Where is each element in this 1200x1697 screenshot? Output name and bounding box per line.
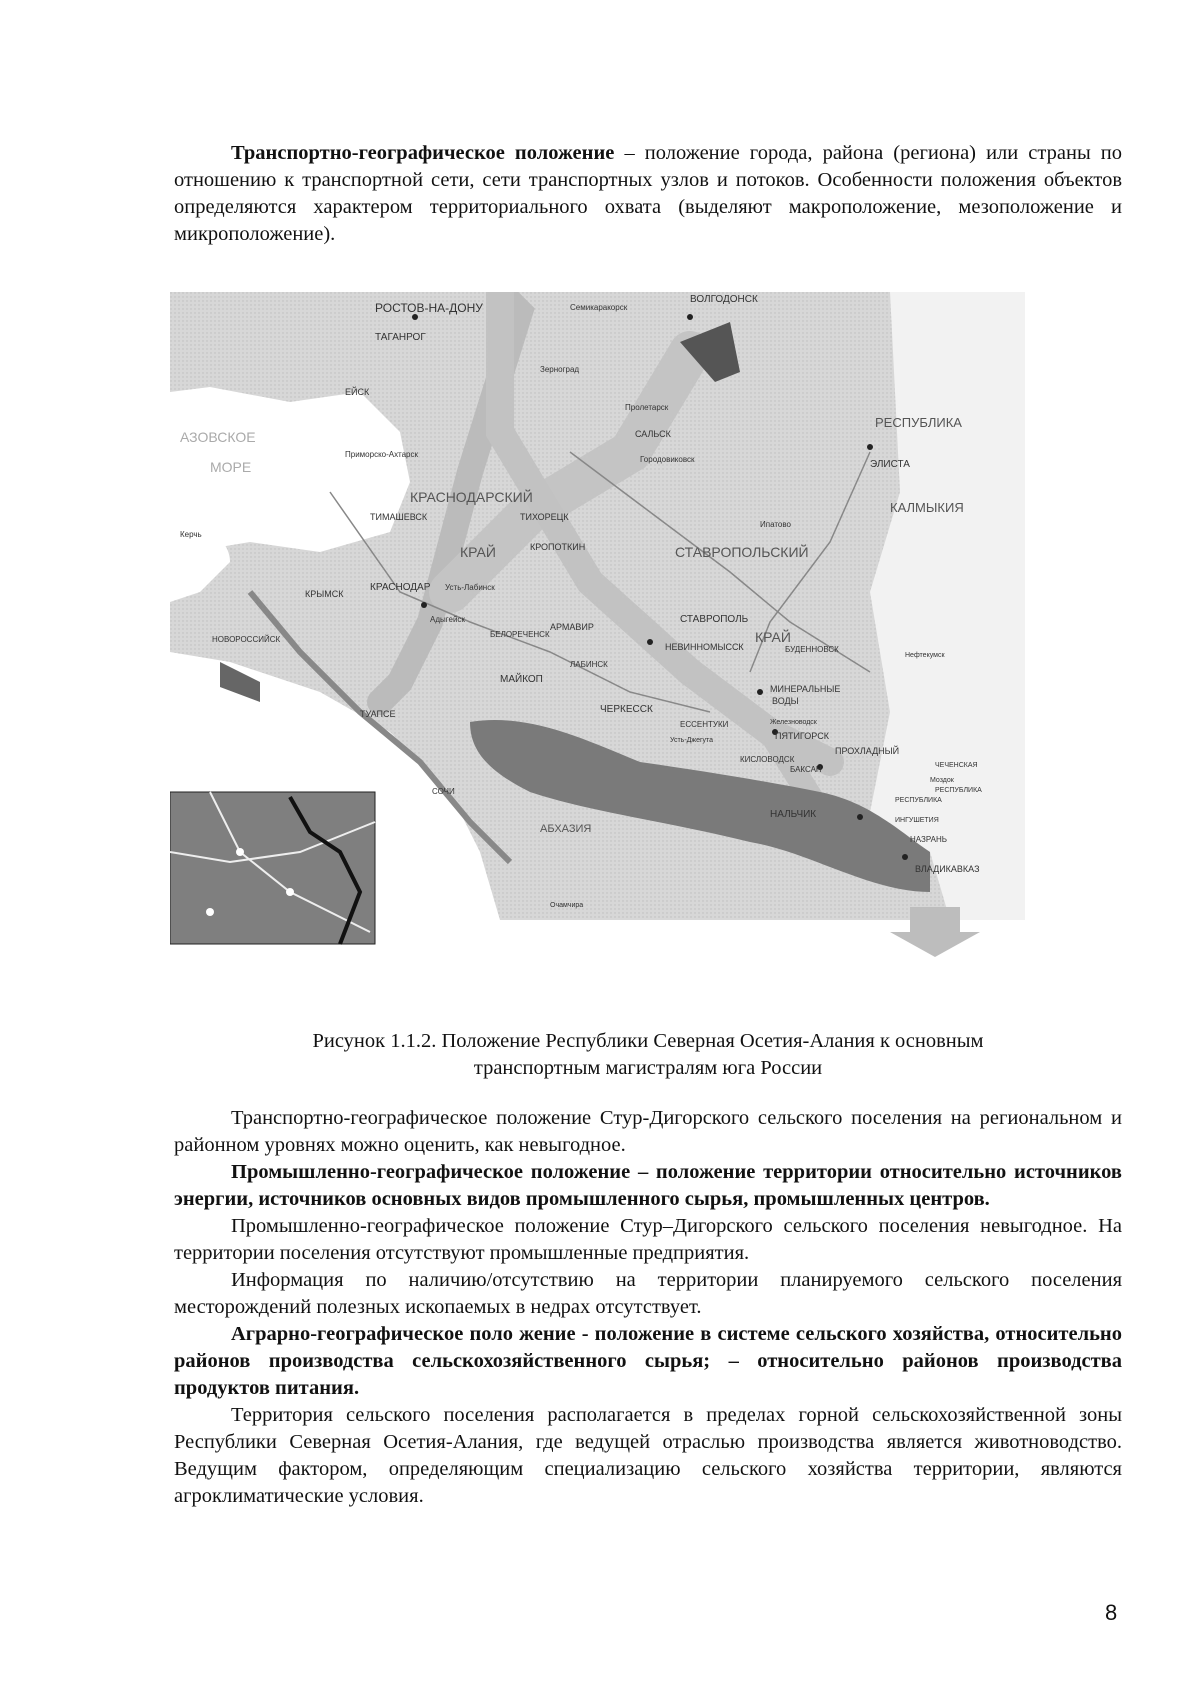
label-zernograd: Зерноград [540, 365, 580, 374]
label-vladikavkaz: ВЛАДИКАВКАЗ [915, 864, 980, 874]
label-kropotkin: КРОПОТКИН [530, 542, 586, 552]
inset-point-2 [286, 888, 294, 896]
inset-point-3 [206, 908, 214, 916]
paragraph-transport-assessment: Транспортно-географическое положение Стур-Дигорского сельского поселения на региональном и районном уровнях можно оценить, как невыгодное. [174, 1107, 1122, 1156]
label-maykop: МАЙКОП [500, 674, 543, 685]
label-belorechensk: БЕЛОРЕЧЕНСК [490, 630, 550, 639]
label-mozdok: Моздок [930, 777, 954, 784]
label-chechenskaya: ЧЕЧЕНСКАЯ [935, 762, 978, 769]
label-kalmykiya: КАЛМЫКИЯ [890, 500, 964, 515]
label-kray-1: КРАЙ [460, 544, 496, 560]
label-essentuki: ЕССЕНТУКИ [680, 720, 729, 729]
sea-azov [170, 387, 410, 552]
paragraph-industrial-definition: Промышленно-географическое положение – положение территории относительно источников энергии, источников основных видов промышленного сырья, промышленных центров. [174, 1161, 1122, 1210]
label-proletarsk: Пролетарск [625, 403, 669, 412]
label-abkhaziya: АБХАЗИЯ [540, 823, 592, 835]
label-tuapse: ТУАПСЕ [360, 709, 396, 719]
label-timashevsk: ТИМАШЕВСК [370, 512, 428, 522]
label-pyatigorsk: ПЯТИГОРСК [775, 731, 829, 741]
label-prokhladny: ПРОХЛАДНЫЙ [835, 746, 900, 756]
caption-line-2: транспортным магистралям юга России [473, 1057, 823, 1079]
label-ust-labinsk: Усть-Лабинск [445, 583, 495, 592]
inset-map [170, 792, 375, 944]
label-rostov: РОСТОВ-НА-ДОНУ [375, 301, 483, 315]
label-nalchik: НАЛЬЧИК [770, 809, 817, 820]
label-eysk: ЕЙСК [345, 387, 370, 397]
label-cherkessk: ЧЕРКЕССК [600, 704, 653, 715]
paragraph-transport-definition [174, 140, 1122, 248]
label-nevinnomyssk: НЕВИННОМЫССК [665, 642, 744, 652]
label-volgodonsk: ВОЛГОДОНСК [690, 294, 758, 305]
label-semikarakorsk: Семикаракорск [570, 303, 628, 312]
label-krasnodarskiy: КРАСНОДАРСКИЙ [410, 489, 533, 505]
label-zheleznovodsk: Железноводск [770, 719, 817, 726]
label-azovskoe: АЗОВСКОЕ [180, 429, 256, 445]
label-adygeysk: Адыгейск [430, 615, 465, 624]
label-salsk: САЛЬСК [635, 429, 671, 439]
figure-caption [174, 1028, 1122, 1082]
label-ipatovo: Ипатово [760, 520, 791, 529]
label-nazran: НАЗРАНЬ [910, 835, 948, 844]
caption-line-1: Рисунок 1.1.2. Положение Республики Северная Осетия-Алания к основным [312, 1030, 984, 1052]
label-taganrog: ТАГАНРОГ [375, 332, 426, 343]
label-ust-dzheguta: Усть-Джегута [670, 737, 714, 744]
label-stavropol: СТАВРОПОЛЬ [680, 614, 749, 625]
label-kerch: Керчь [180, 530, 202, 539]
label-armavir: АРМАВИР [550, 622, 594, 632]
label-mineralnye: МИНЕРАЛЬНЫЕ [770, 684, 841, 694]
region-map [170, 292, 1118, 1027]
label-neftekumsk: Нефтекумск [905, 652, 945, 659]
label-respublika-3: РЕСПУБЛИКА [895, 797, 942, 804]
paragraph-industrial-assessment: Промышленно-географическое положение Стур–Дигорского сельского поселения невыгодное. На территории поселения отсутствуют промышленные предприятия. [174, 1215, 1122, 1264]
paragraph-agrarian-definition: Аграрно-географическое поло жение - положение в системе сельского хозяйства, относительно районов производства сельскохозяйственного сырья; – относительно районов производства продуктов питания. [174, 1323, 1122, 1399]
label-labinsk: ЛАБИНСК [570, 660, 608, 669]
label-krymsk: КРЫМСК [305, 589, 344, 599]
label-gorodovikovsk: Городовиковск [640, 455, 695, 464]
label-novorossiysk: НОВОРОССИЙСК [212, 635, 281, 644]
term-transport: Транспортно-географическое положение [231, 142, 615, 164]
paragraph-minerals: Информация по наличию/отсутствию на территории планируемого сельского поселения месторождений полезных ископаемых в недрах отсутствует. [174, 1269, 1122, 1318]
label-vody: ВОДЫ [772, 696, 799, 706]
label-ingushetiya: ИНГУШЕТИЯ [895, 817, 939, 824]
label-respublika: РЕСПУБЛИКА [875, 415, 962, 430]
label-kray-2: КРАЙ [755, 629, 791, 645]
label-stavropolskiy: СТАВРОПОЛЬСКИЙ [675, 544, 809, 560]
label-sochi: СОЧИ [432, 787, 455, 796]
label-krasnodar: КРАСНОДАР [370, 582, 431, 593]
label-elista: ЭЛИСТА [870, 459, 910, 470]
body-text [174, 1105, 1122, 1510]
label-primorsko: Приморско-Ахтарск [345, 450, 418, 459]
paragraph-agrarian-assessment: Территория сельского поселения располагается в пределах горной сельскохозяйственной зоны Республики Северная Осетия-Алания, где ведущей отраслью производства является животноводство. Ведущим фактором, определяющим специализацию сельского хозяйства территории, являются агроклиматические условия. [174, 1404, 1122, 1507]
label-ochamchira: Очамчира [550, 902, 584, 909]
label-kislovodsk: КИСЛОВОДСК [740, 755, 795, 764]
label-azovskoe-more: МОРЕ [210, 459, 252, 475]
label-respublika-2: РЕСПУБЛИКА [935, 787, 982, 794]
label-baksan: БАКСАН [790, 765, 822, 774]
label-tikhoretsk: ТИХОРЕЦК [520, 512, 569, 522]
page-number: 8 [1105, 1600, 1118, 1625]
label-budennovsk: БУДЕННОВСК [785, 645, 839, 654]
definition-transport: – положение города, района (региона) или страны по отношению к транспортной сети, сети транспортных узлов и потоков. Особенности положения объектов определяются характером территориального охвата (выделяют макроположение, мезоположение и микроположение). [174, 142, 1123, 245]
inset-point-1 [236, 848, 244, 856]
